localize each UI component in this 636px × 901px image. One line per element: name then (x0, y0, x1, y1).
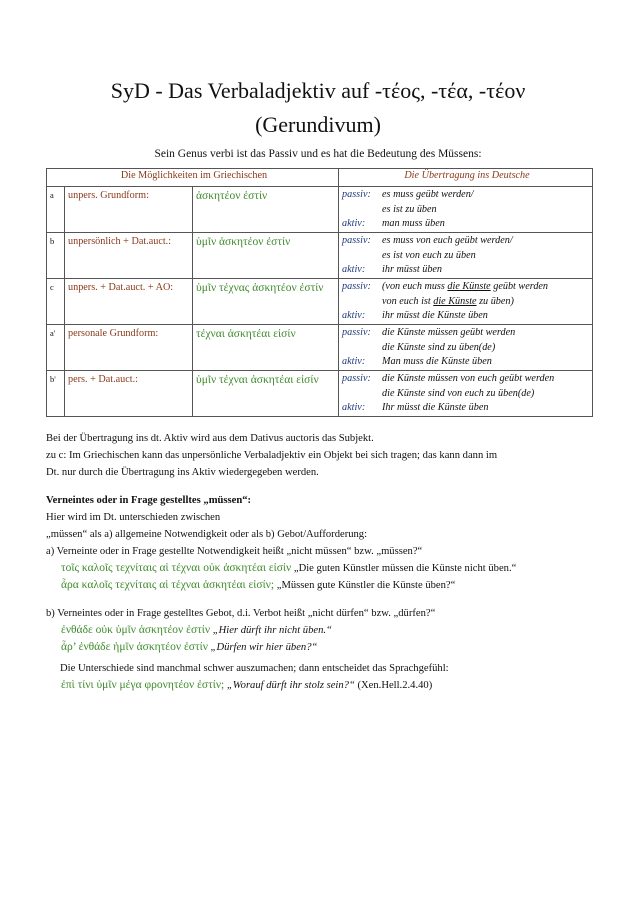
header-german: Die Übertragung ins Deutsche (339, 169, 593, 187)
translation-text: die Künste müssen von euch geübt werden (382, 373, 555, 384)
translation-line (342, 341, 592, 356)
voice-label: passiv: (342, 327, 371, 338)
translation-line (342, 234, 592, 249)
note-paragraph: Die Unterschiede sind manchmal schwer auszumachen; dann entscheidet das Sprachgefühl: (60, 663, 449, 674)
translation-line (342, 326, 592, 341)
greek-phrase: ὑμῖν ἀσκητέον ἐστίν (193, 233, 339, 279)
verbal-adjective-table (46, 168, 593, 417)
translation-line (342, 280, 592, 295)
row-letter: a' (47, 325, 65, 371)
voice-label: passiv: (342, 235, 371, 246)
note-paragraph: Bei der Übertragung ins dt. Aktiv wird aus dem Dativus auctoris das Subjekt. (46, 433, 374, 444)
translation-line (342, 263, 592, 278)
translation-text (382, 295, 514, 310)
translation-line (342, 387, 592, 402)
translation-line (342, 217, 592, 232)
greek-example: τοῖς καλοῖς τεχνίταις αἱ τέχναι οὐκ ἀσκητέαι εἰσίν (61, 562, 292, 574)
notes-section (46, 430, 606, 694)
voice-label: aktiv: (342, 402, 366, 413)
table-row (47, 371, 593, 417)
voice-label: aktiv: (342, 356, 366, 367)
note-paragraph: b) Verneintes oder in Frage gestelltes Gebot, d.i. Verbot heißt „nicht dürfen“ bzw. „dürfen?“ (46, 608, 436, 619)
translation-line (342, 355, 592, 370)
example-line (46, 577, 606, 594)
note-paragraph: „müssen“ als a) allgemeine Notwendigkeit oder als b) Gebot/Aufforderung: (46, 529, 368, 540)
greek-phrase: ὑμῖν τέχναι ἀσκητέαι εἰσίν (193, 371, 339, 417)
german-translation: „Müssen gute Künstler die Künste üben?“ (274, 580, 456, 591)
underlined-text: die Künste (447, 281, 491, 292)
note-paragraph: Hier wird im Dt. unterschieden zwischen (46, 512, 221, 523)
example-line (46, 677, 606, 694)
note-paragraph: Dt. nur durch die Übertragung ins Aktiv wiedergegeben werden. (46, 467, 319, 478)
german-translation-cell (339, 233, 593, 279)
german-translation: „Hier dürft ihr nicht üben.“ (210, 625, 332, 636)
german-translation: „Dürfen wir hier üben?“ (207, 642, 318, 653)
translation-fragment: von euch ist (382, 295, 434, 307)
section-heading: Verneintes oder in Frage gestelltes „müssen“: (46, 495, 252, 506)
voice-label (342, 295, 382, 310)
form-type: personale Grundform: (65, 325, 193, 371)
translation-text: Man muss die Künste üben (382, 356, 492, 367)
row-letter: a (47, 187, 65, 233)
voice-label (342, 387, 382, 402)
underlined-text: die Künste (433, 295, 477, 307)
translation-text: es ist zu üben (382, 203, 437, 215)
row-letter: b (47, 233, 65, 279)
german-translation-cell (339, 187, 593, 233)
translation-text: die Künste sind von euch zu üben(de) (382, 387, 535, 399)
note-paragraph: zu c: Im Griechischen kann das unpersönliche Verbaladjektiv ein Objekt bei sich tragen; das kann dann im (46, 450, 498, 461)
voice-label: passiv: (342, 281, 371, 292)
table-row (47, 233, 593, 279)
page-title: SyD - Das Verbaladjektiv auf -τέος, -τέα, -τέον (110, 78, 526, 103)
form-type: unpersönlich + Dat.auct.: (65, 233, 193, 279)
table-row (47, 325, 593, 371)
form-type: unpers. + Dat.auct. + AO: (65, 279, 193, 325)
translation-text: die Künste müssen geübt werden (382, 327, 516, 338)
row-letter: c (47, 279, 65, 325)
voice-label: aktiv: (342, 310, 366, 321)
german-translation-cell (339, 371, 593, 417)
table-row (47, 187, 593, 233)
example-line (46, 560, 606, 577)
translation-line (342, 401, 592, 416)
form-type: unpers. Grundform: (65, 187, 193, 233)
translation-line (342, 372, 592, 387)
example-line (46, 622, 606, 639)
translation-line (342, 295, 592, 310)
german-translation: „Die guten Künstler müssen die Künste nicht üben.“ (291, 563, 517, 574)
row-letter: b' (47, 371, 65, 417)
voice-label (342, 341, 382, 356)
table-header-row (47, 169, 593, 187)
translation-line (342, 203, 592, 218)
intro-text: Sein Genus verbi ist das Passiv und es hat die Bedeutung des Müssens: (154, 148, 482, 160)
table-row (47, 279, 593, 325)
translation-text: es muss geübt werden/ (382, 189, 474, 200)
source-reference: (Xen.Hell.2.4.40) (354, 680, 433, 691)
note-paragraph: a) Verneinte oder in Frage gestellte Notwendigkeit heißt „nicht müssen“ bzw. „müssen?“ (46, 546, 423, 557)
greek-phrase: ὑμῖν τέχνας ἀσκητέον ἐστίν (193, 279, 339, 325)
translation-fragment: zu üben) (476, 295, 514, 307)
translation-text: man muss üben (382, 218, 445, 229)
example-line (46, 639, 606, 656)
translation-text: es ist von euch zu üben (382, 249, 476, 261)
voice-label: passiv: (342, 189, 371, 200)
header-greek: Die Möglichkeiten im Griechischen (47, 169, 339, 187)
voice-label (342, 203, 382, 218)
translation-line (342, 249, 592, 264)
translation-fragment: geübt werden (490, 281, 549, 292)
voice-label: aktiv: (342, 218, 366, 229)
translation-text (382, 280, 548, 295)
translation-text: ihr müsst die Künste üben (382, 310, 488, 321)
greek-example: ἐπὶ τίνι ὑμῖν μέγα φρονητέον ἐστίν; (61, 679, 225, 691)
greek-phrase: τέχναι ἀσκητέαι εἰσίν (193, 325, 339, 371)
translation-text: die Künste sind zu üben(de) (382, 341, 496, 353)
voice-label: passiv: (342, 373, 371, 384)
translation-fragment: (von euch muss (382, 281, 448, 292)
voice-label (342, 249, 382, 264)
greek-example: ἐνθάδε οὐκ ὑμῖν ἀσκητέον ἐστίν (61, 624, 211, 636)
german-translation: „Worauf dürft ihr stolz sein?“ (224, 680, 355, 691)
translation-line (342, 188, 592, 203)
translation-line (342, 309, 592, 324)
form-type: pers. + Dat.auct.: (65, 371, 193, 417)
greek-example: ἆρ’ ἐνθάδε ἡμῖν ἀσκητέον ἐστίν (61, 641, 208, 653)
translation-text: es muss von euch geübt werden/ (382, 235, 513, 246)
translation-text: ihr müsst üben (382, 264, 443, 275)
german-translation-cell (339, 279, 593, 325)
greek-phrase: ἀσκητέον ἐστίν (193, 187, 339, 233)
translation-text: Ihr müsst die Künste üben (382, 402, 489, 413)
greek-example: ἆρα καλοῖς τεχνίταις αἱ τέχναι ἀσκητέαι εἰσίν; (61, 579, 275, 591)
german-translation-cell (339, 325, 593, 371)
voice-label: aktiv: (342, 264, 366, 275)
page-subtitle: (Gerundivum) (255, 112, 381, 137)
